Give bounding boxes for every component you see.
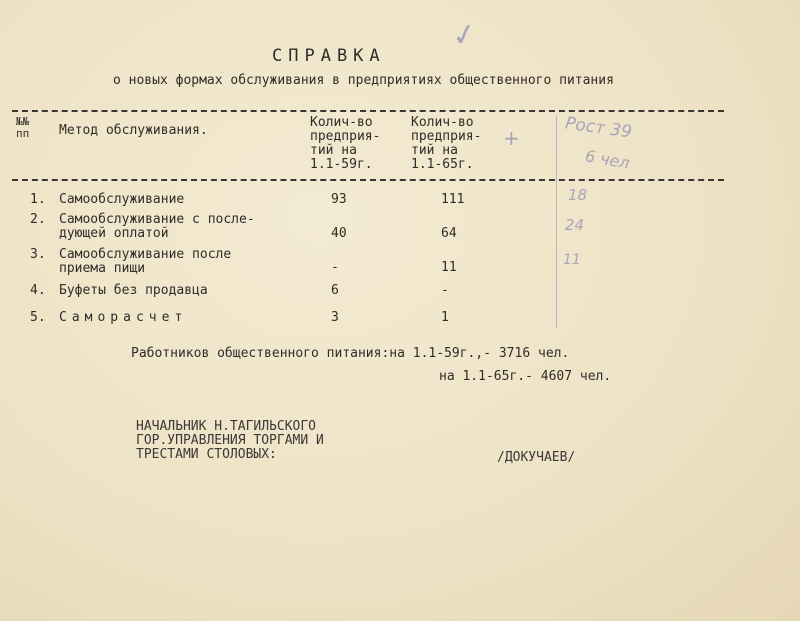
row-count-1959: 40: [331, 226, 347, 241]
row-method: Буфеты без продавца: [59, 283, 208, 298]
row-number: 2.: [30, 212, 46, 227]
row-count-1965: 64: [441, 226, 457, 241]
signatory-title: НАЧАЛЬНИК Н.ТАГИЛЬСКОГО ГОР.УПРАВЛЕНИЯ ТОРГАМИ И ТРЕСТАМИ СТОЛОВЫХ:: [136, 419, 324, 462]
row-method: Самообслуживание после приема пищи: [59, 247, 232, 276]
row-number: 5.: [30, 310, 46, 325]
row-count-1965: 11: [441, 260, 457, 275]
row-count-1965: 111: [441, 192, 465, 207]
table-top-rule: [12, 110, 724, 112]
pencil-margin-line: [556, 116, 557, 328]
document-subtitle: о новых формах обслуживания в предприятиях общественного питания: [113, 73, 614, 88]
header-method: Метод обслуживания.: [59, 123, 208, 138]
row-count-1959: -: [331, 260, 339, 275]
row-number: 4.: [30, 283, 46, 298]
handwritten-number-24: 24: [565, 216, 585, 234]
row-count-1959: 6: [331, 283, 339, 298]
header-count-1959: Колич-во предприя- тий на 1.1-59г.: [310, 115, 381, 172]
handwritten-plus: +: [503, 126, 520, 150]
row-method: Самообслуживание: [59, 192, 185, 207]
row-number: 1.: [30, 192, 46, 207]
handwritten-note-growth: Рост 39: [563, 113, 634, 143]
row-count-1965: 1: [441, 310, 449, 325]
row-count-1965: -: [441, 283, 449, 298]
staff-count-line-1965: на 1.1-65г.- 4607 чел.: [439, 369, 612, 384]
handwritten-number-18: 18: [568, 186, 588, 204]
document-title: СПРАВКА: [272, 46, 386, 66]
signatory-name: /ДОКУЧАЕВ/: [497, 450, 576, 465]
handwritten-note-people: 6 чел: [583, 146, 632, 173]
row-number: 3.: [30, 247, 46, 262]
staff-count-line-1959: Работников общественного питания:на 1.1-59г.,- 3716 чел.: [131, 346, 570, 361]
check-mark-icon: ✓: [448, 15, 481, 56]
table-header-rule: [12, 179, 724, 181]
handwritten-number-11: 11: [563, 252, 581, 268]
header-number: №№ пп: [16, 115, 30, 140]
row-count-1959: 3: [331, 310, 339, 325]
row-method: Саморасчет: [59, 310, 188, 325]
row-count-1959: 93: [331, 192, 347, 207]
header-count-1965: Колич-во предприя- тий на 1.1-65г.: [411, 115, 482, 172]
row-method: Самообслуживание с после- дующей оплатой: [59, 212, 255, 241]
